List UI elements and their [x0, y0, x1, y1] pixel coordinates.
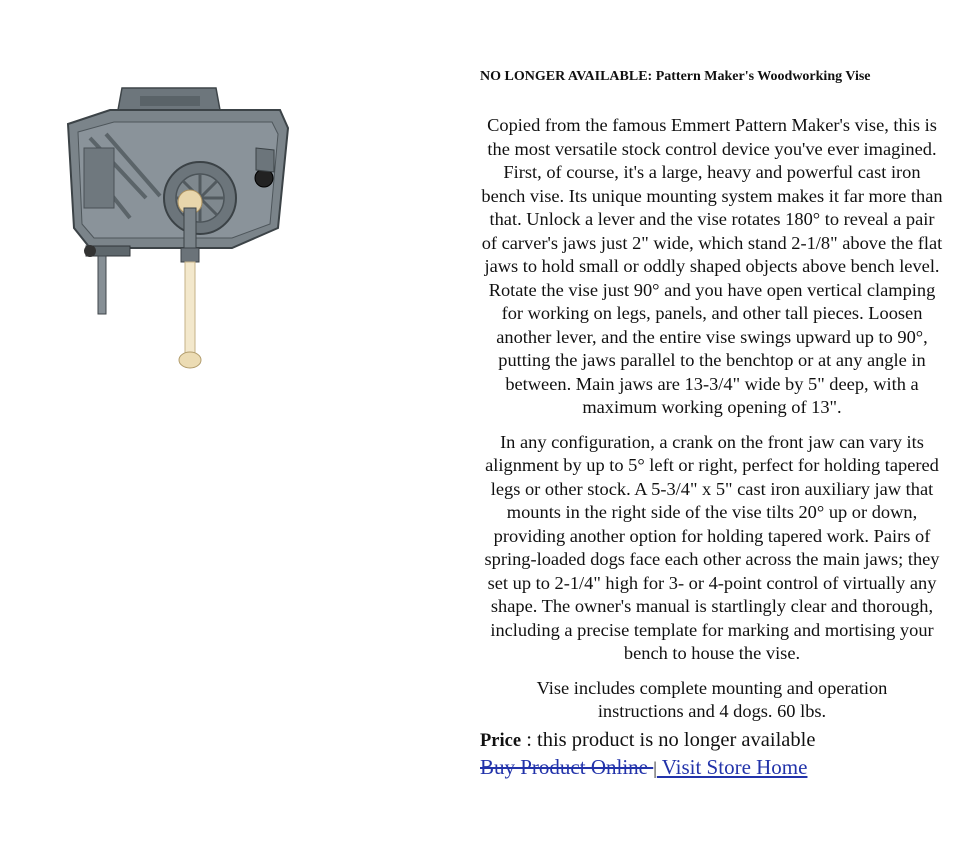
price-text: : this product is no longer available [521, 728, 816, 751]
description-paragraph-1: Copied from the famous Emmert Pattern Maker's vise, this is the most versatile stock control device you've ever imagined. First, of course, it's a large, heavy and powerful cast iron bench vise. Its unique mounting system makes it far more than that. Unlock a lever and the vise rotates 180° to reveal a pair of carver's jaws just 2" wide, which stand 2-1/8" above the flat jaws to hold small or oddly shaped objects above bench level. Rotate the vise just 90° and you have open vertical clamping for working on legs, panels, and other tall pieces. Loosen another lever, and the entire vise swings upward up to 90°, putting the jaws parallel to the benchtop or at any angle in between. Main jaws are 13-3/4" wide by 5" deep, with a maximum working opening of 13". [481, 115, 943, 417]
price-label: Price [480, 730, 522, 751]
description-paragraph-3: Vise includes complete mounting and operation instructions and 4 dogs. 60 lbs. [536, 677, 888, 721]
vise-illustration [50, 78, 310, 378]
visit-store-home-link[interactable]: Visit Store Home [656, 754, 808, 779]
buy-product-online-link[interactable]: Buy Product Online [480, 754, 654, 779]
links-line [480, 754, 944, 781]
link-separator: | [653, 757, 657, 778]
product-image [50, 78, 310, 378]
product-title: NO LONGER AVAILABLE: Pattern Maker's Woodworking Vise [480, 69, 871, 84]
product-details [480, 60, 944, 781]
description-paragraph-2: In any configuration, a crank on the front jaw can vary its alignment by up to 5° left or right, perfect for holding tapered legs or other stock. A 5-3/4" x 5" cast iron auxiliary jaw that mounts in the right side of the vise tilts 20° up or down, providing another option for holding tapered work. Pairs of spring-loaded dogs face each other across the main jaws; they set up to 2-1/4" high for 3- or 4-point control of virtually any shape. The owner's manual is startlingly clear and thorough, including a precise template for marking and mortising your bench to house the vise. [484, 431, 940, 663]
price-line [480, 727, 944, 754]
